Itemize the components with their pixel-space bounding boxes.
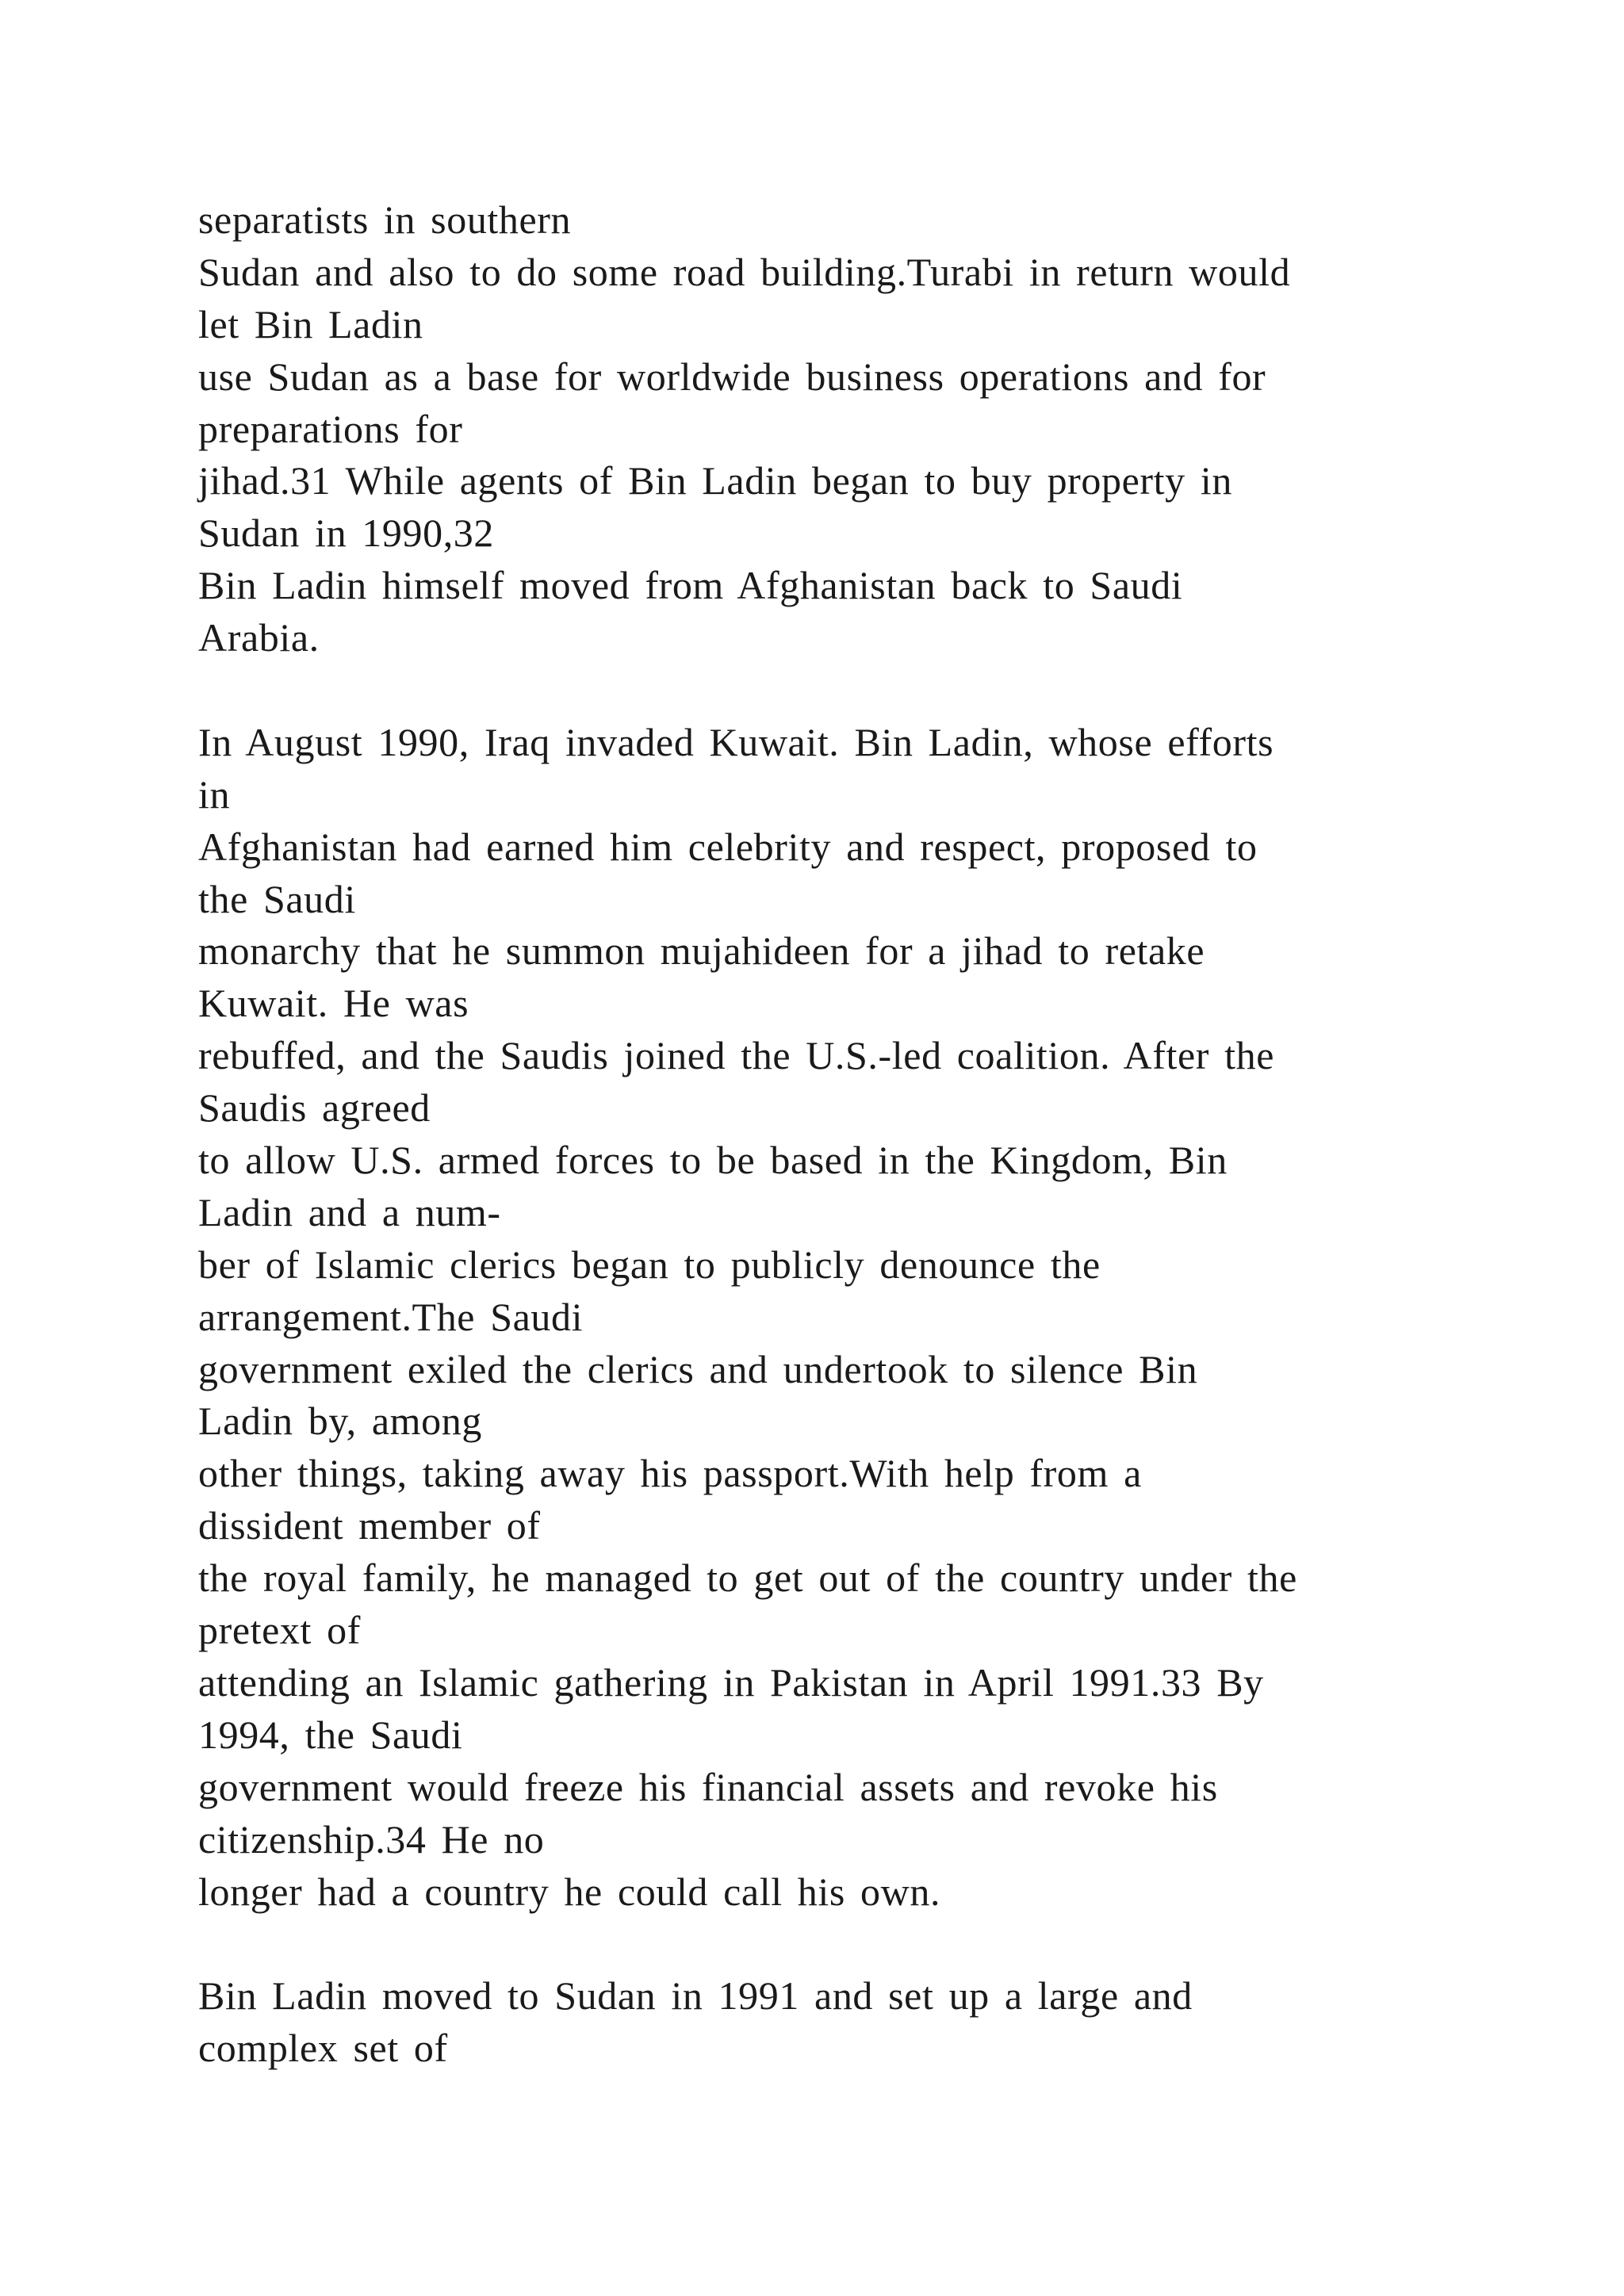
paragraph-break: [198, 1918, 1499, 1970]
text-line: Arabia.: [198, 615, 320, 660]
text-line: citizenship.34 He no: [198, 1816, 545, 1862]
text-line: the Saudi: [198, 876, 356, 921]
text-line: other things, taking away his passport.With help from a: [198, 1451, 1142, 1496]
text-line: use Sudan as a base for worldwide business operations and for: [198, 354, 1266, 399]
text-line: let Bin Ladin: [198, 301, 423, 346]
text-line: complex set of: [198, 2026, 448, 2071]
text-line: government exiled the clerics and undertook to silence Bin: [198, 1346, 1198, 1391]
text-line: to allow U.S. armed forces to be based in the Kingdom, Bin: [198, 1138, 1228, 1183]
body-text: [198, 194, 1499, 2075]
text-line: attending an Islamic gathering in Pakistan in April 1991.33 By: [198, 1659, 1264, 1705]
text-line: government would freeze his financial assets and revoke his: [198, 1764, 1218, 1809]
text-line: arrangement.The Saudi: [198, 1294, 584, 1339]
text-line: the royal family, he managed to get out of the country under the: [198, 1556, 1297, 1601]
text-line: Bin Ladin himself moved from Afghanistan back to Saudi: [198, 563, 1183, 608]
text-line: preparations for: [198, 406, 463, 451]
text-line: monarchy that he summon mujahideen for a jihad to retake: [198, 928, 1205, 974]
text-line: Bin Ladin moved to Sudan in 1991 and set up a large and: [198, 1973, 1193, 2019]
text-line: Kuwait. He was: [198, 981, 469, 1026]
text-line: dissident member of: [198, 1503, 541, 1548]
text-line: Ladin and a num-: [198, 1189, 501, 1234]
text-line: Afghanistan had earned him celebrity and respect, proposed to: [198, 824, 1258, 869]
text-line: Sudan and also to do some road building.Turabi in return would: [198, 249, 1291, 294]
text-line: ber of Islamic clerics began to publicly denounce the: [198, 1242, 1101, 1287]
text-line: In August 1990, Iraq invaded Kuwait. Bin Ladin, whose efforts: [198, 719, 1274, 764]
text-line: 1994, the Saudi: [198, 1712, 463, 1757]
text-line: jihad.31 While agents of Bin Ladin began to buy property in: [198, 458, 1232, 503]
text-line: longer had a country he could call his own.: [198, 1869, 941, 1914]
text-line: pretext of: [198, 1608, 361, 1653]
text-line: separatists in southern: [198, 197, 572, 242]
text-line: in: [198, 771, 231, 817]
text-line: Saudis agreed: [198, 1085, 431, 1131]
text-line: rebuffed, and the Saudis joined the U.S.-led coalition. After the: [198, 1033, 1275, 1078]
text-line: Ladin by, among: [198, 1399, 482, 1444]
paragraph-break: [198, 664, 1499, 717]
text-line: Sudan in 1990,32: [198, 511, 494, 556]
